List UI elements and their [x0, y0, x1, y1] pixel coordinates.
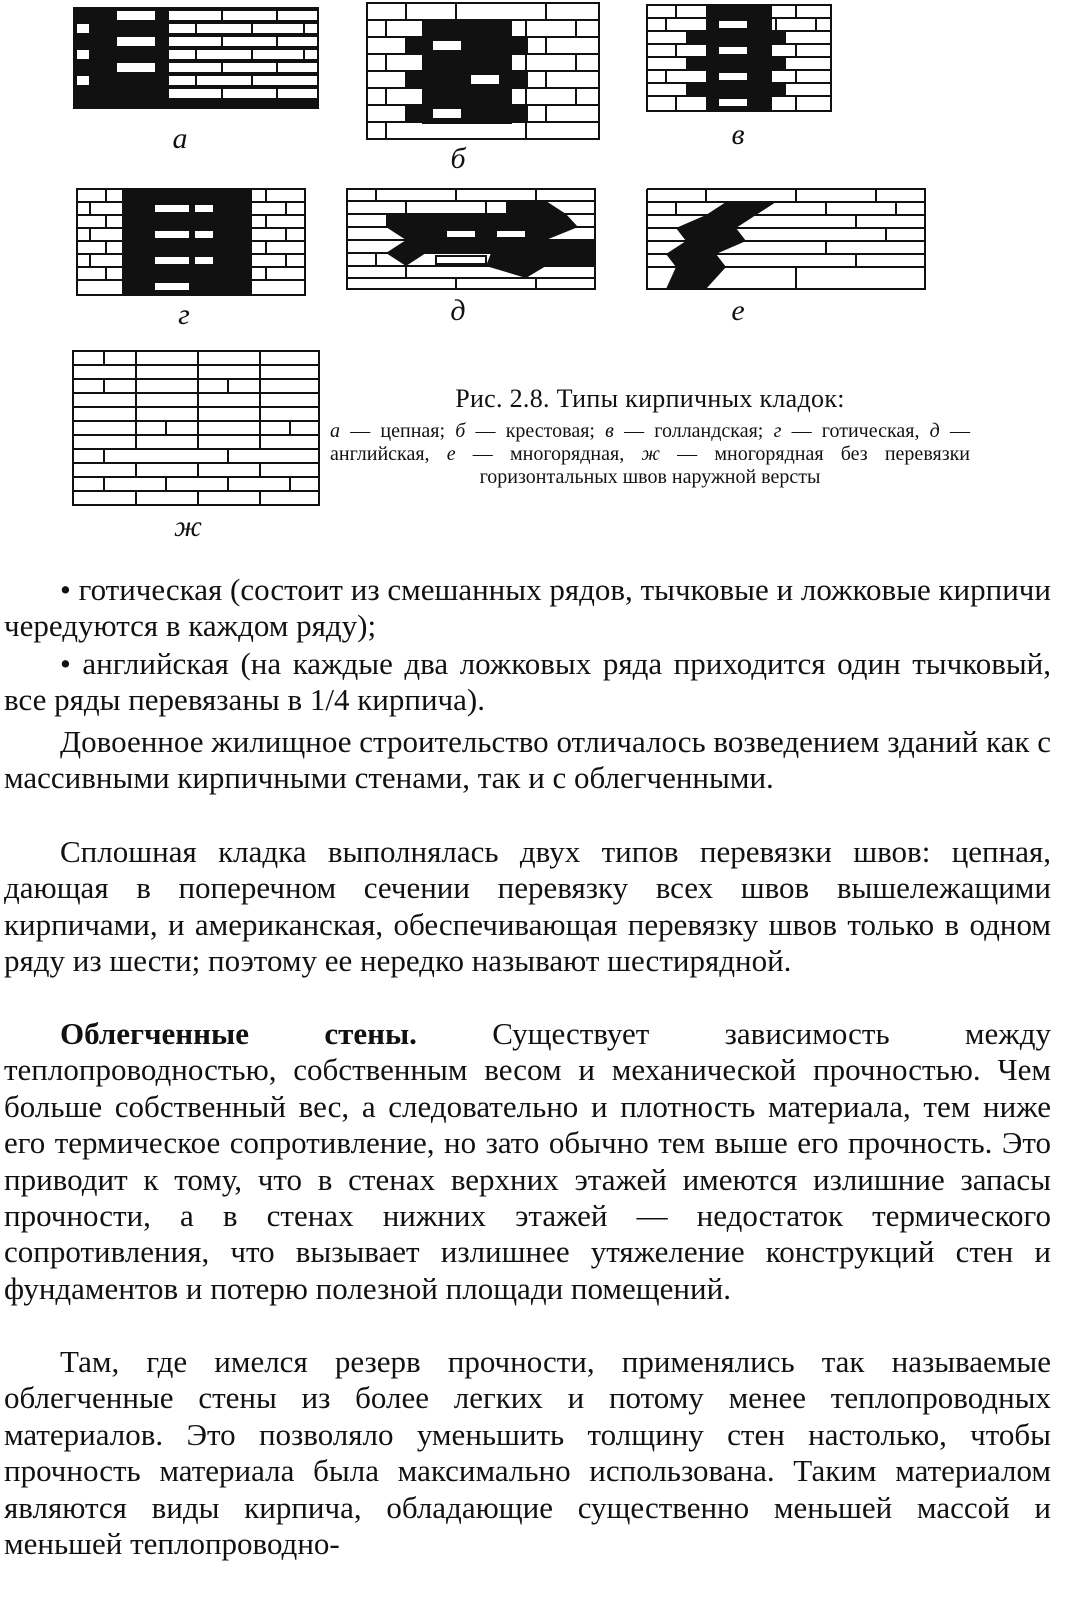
panel-e-label: е — [731, 294, 745, 327]
figure-caption — [330, 382, 970, 489]
panel-d — [346, 188, 596, 290]
caption-key-a: а — [330, 420, 340, 442]
paragraph-prewar: Довоенное жилищное строительство отличалось возведением зданий как с массивными кирпичными стенами, так и с облегченными. — [4, 724, 1051, 796]
caption-key-b: б — [455, 420, 466, 442]
caption-desc-d: английская, — [330, 443, 430, 465]
panel-a-label: а — [172, 122, 188, 155]
panel-g-label: г — [178, 298, 190, 331]
masonry-d-drawing — [346, 188, 596, 290]
masonry-zh-drawing — [72, 350, 320, 506]
paragraph-english: • английская (на каждые два ложковых ряда приходится один тычковый, все ряды перевязаны в 1/4 кирпича). — [4, 646, 1051, 718]
masonry-g-drawing — [76, 188, 306, 296]
masonry-v-drawing — [646, 4, 832, 112]
caption-desc-v: голландская; — [654, 420, 764, 442]
caption-desc-e: многорядная, — [509, 443, 625, 465]
paragraph-gothic: • готическая (состоит из смешанных рядов, тычковые и ложковые кирпичи чередуются в каждом ряду); — [4, 572, 1051, 644]
masonry-e-drawing — [646, 188, 926, 290]
panel-d-label: д — [450, 294, 466, 327]
panel-e — [646, 188, 926, 290]
caption-desc-b: крестовая; — [505, 420, 595, 442]
paragraph-strength-reserve: Там, где имелся резерв прочности, применялись так называемые облегченные стены из более легких и потому менее теплопроводных материалов. Это позволяло уменьшить толщину стен настолько, чтобы прочность материала была максимально использована. Таким материалом являются виды кирпича, обладающие существенно меньшей массой и меньшей теплопроводно- — [4, 1344, 1051, 1562]
caption-key-d: д — [929, 420, 940, 442]
caption-key-zh: ж — [641, 443, 660, 465]
caption-desc-g: готическая, — [821, 420, 920, 442]
section-heading-lightweight-walls: Облегченные стены. — [60, 1016, 417, 1051]
caption-key-e: е — [446, 443, 456, 465]
caption-title: Рис. 2.8. Типы кирпичных кладок: — [455, 384, 845, 413]
caption-desc-a: цепная; — [380, 420, 446, 442]
caption-desc-zh: многорядная без перевязки горизонтальных швов наружной версты — [479, 443, 971, 488]
panel-a — [72, 6, 320, 110]
caption-key-g: г — [773, 420, 782, 442]
panel-g — [76, 188, 306, 296]
panel-b-label: б — [450, 142, 466, 175]
caption-key-v: в — [605, 420, 614, 442]
caption-legend: а — цепная; б — крестовая; в — голландская; г — готическая, д — английская, е — многорядная, ж — многорядная без перевязки горизонтальных швов наружной версты — [330, 420, 971, 488]
paragraph-lightweight-walls-text: Существует зависимость между теплопроводностью, собственным весом и механической прочностью. Чем больше собственный вес, а следовательно и плотность материала, тем ниже его термическое сопротивление, но зато обычно тем выше его прочность. Это приводит к тому, что в стенах верхних этажей имеются излишние запасы прочности, а в стенах нижних этажей — недостаток термического сопротивления, что вызывает излишнее утяжеление конструкций стен и фундаментов и потерю полезной площади помещений. — [4, 1016, 1051, 1306]
panel-zh-label: ж — [174, 510, 202, 543]
paragraph-lightweight-walls — [4, 1016, 1051, 1307]
panel-zh — [72, 350, 320, 506]
panel-v — [646, 4, 832, 112]
panel-v-label: в — [731, 118, 745, 151]
masonry-b-drawing — [366, 2, 600, 140]
paragraph-solid-masonry: Сплошная кладка выполнялась двух типов перевязки швов: цепная, дающая в поперечном сечении перевязку всех швов вышележащими кирпичами, и американская, обеспечивающая перевязку швов только в одном ряду из шести; поэтому ее нередко называют шестирядной. — [4, 834, 1051, 979]
masonry-a-drawing — [72, 6, 320, 110]
panel-b — [366, 2, 600, 140]
